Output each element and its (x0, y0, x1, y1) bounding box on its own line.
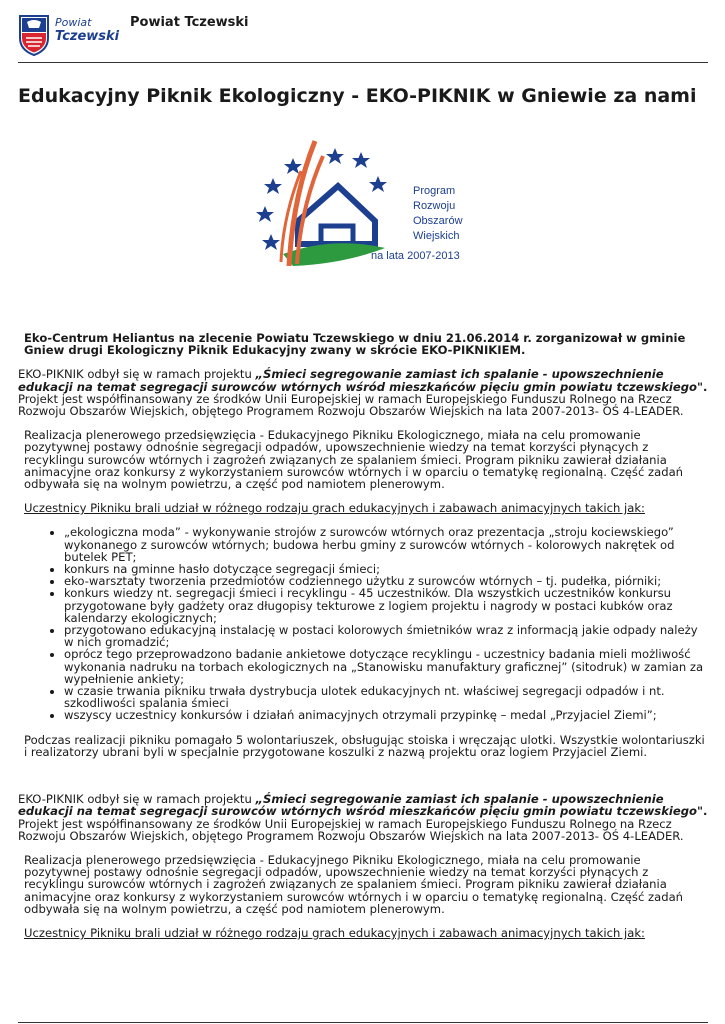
activities-list (18, 526, 708, 721)
site-name[interactable]: Powiat Tczewski (130, 15, 249, 30)
project-after: Projekt jest współfinansowany ze środków Unii Europejskiej w ramach Europejskiego Funduszu Rolnego na Rzecz Rozwoju Obszarów Wiejskich, objętego Programem Rozwoju Obszarów Wiejskich na lata 2007-2013- OŚ 4-LEADER. (18, 816, 684, 843)
project-name: „Śmieci segregowanie zamiast ich spalanie - upowszechnienie edukacji na temat segregacji surowców wtórnych wśród mieszkańców pięciu gmin powiatu tczewskiego (18, 367, 698, 394)
list-item: • eko-warsztaty tworzenia przedmiotów codziennego użytku z surowców wtórnych – tj. pudełka, piórniki; (64, 575, 708, 587)
page-title: Edukacyjny Piknik Ekologiczny - EKO-PIKNIK w Gniewie za nami (18, 85, 697, 107)
list-item: • wszyscy uczestnicy konkursów i działań animacyjnych otrzymali przypinkę – medal „Przyjaciel Ziemi”; (64, 709, 708, 721)
project-name: „Śmieci segregowanie zamiast ich spalanie - upowszechnienie edukacji na temat segregacji surowców wtórnych wśród mieszkańców pięciu gmin powiatu tczewskiego (18, 792, 698, 819)
project-before: EKO-PIKNIK odbył się w ramach projektu (18, 367, 256, 382)
powiat-tczewski-logo[interactable] (18, 14, 120, 58)
coat-of-arms-icon (18, 14, 50, 56)
realization-paragraph-repeat: Realizacja plenerowego przedsięwzięcia - Edukacyjnego Pikniku Ekologicznego, miała na celu promowanie pozytywnej postawy odnośnie segregacji odpadów, upowszechnienie wiedzy na temat korzyści płynących z recyklingu surowców wtórnych i zagrożeń związanych ze spalaniem śmieci. Program pikniku zawierał działania animacyjne oraz konkursy z wykorzystaniem surowców wtórnych i w oparciu o tematykę regionalną. Część zadań odbywała się na wolnym powietrzu, a część pod namiotem plenerowym. (24, 852, 684, 916)
list-item: • „ekologiczna moda” - wykonywanie strojów z surowców wtórnych oraz prezentacja „stroju kociewskiego” wykonanego z surowców wtórnych; budowa herbu gminy z surowców wtórnych - kolorowych nakrętek od butelek PET; (64, 526, 708, 563)
project-paragraph-repeat (18, 793, 708, 842)
logo-line-1: Powiat (55, 16, 92, 29)
program-line-4: Wiejskich (413, 230, 460, 242)
lead-paragraph: Eko-Centrum Heliantus na zlecenie Powiatu Tczewskiego w dniu 21.06.2014 r. zorganizował w gminie Gniew drugi Ekologiczny Piknik Edukacyjny zwany w skrócie EKO-PIKNIKIEM. (24, 331, 686, 358)
header-divider (18, 62, 708, 63)
program-line-2: Rozwoju (413, 200, 456, 212)
project-after: Projekt jest współfinansowany ze środków Unii Europejskiej w ramach Europejskiego Funduszu Rolnego na Rzecz Rozwoju Obszarów Wiejskich, objętego Programem Rozwoju Obszarów Wiejskich na lata 2007-2013- OŚ 4-LEADER. (18, 391, 684, 419)
realization-paragraph: Realizacja plenerowego przedsięwzięcia - Edukacyjnego Pikniku Ekologicznego, miała na celu promowanie pozytywnej postawy odnośnie segregacji odpadów, upowszechnienie wiedzy na temat korzyści płynących z recyklingu surowców wtórnych i zagrożeń związanych ze spalaniem śmieci. Program pikniku zawierał działania animacyjne oraz konkursy z wykorzystaniem surowców wtórnych i w oparciu o tematykę regionalną. Część zadań odbywała się na wolnym powietrzu, a część pod namiotem plenerowym. (24, 428, 684, 492)
project-before: EKO-PIKNIK odbył się w ramach projektu (18, 792, 256, 807)
volunteers-paragraph: Podczas realizacji pikniku pomagało 5 wolontariuszek, obsługując stoiska i wręczając ulotki. Wszystkie wolontariuszki i realizatorzy ubrani byli w specjalnie przygotowane koszulki z nazwą projektu oraz logiem Przyjaciel Ziemi. (24, 732, 705, 759)
section-spacer (18, 770, 708, 793)
list-item: • przygotowano edukacyjną instalację w postaci kolorowych śmietników wraz z informacją jakie odpady należy w nich gromadzić; (64, 624, 708, 648)
page-header (18, 12, 708, 62)
logo-line-2: Tczewski (55, 29, 120, 44)
list-item: • w czasie trwania pikniku trwała dystrybucja ulotek edukacyjnych nt. właściwej segregacji odpadów i nt. szkodliwości spalania śmieci (64, 685, 708, 709)
article-body (18, 332, 708, 951)
list-item: • oprócz tego przeprowadzono badanie ankietowe dotyczące recyklingu - uczestnicy badania mieli możliwość wykonania nadruku na torbach ekologicznych na „Stanowisku manufaktury graficznej” (sitodruk) w zamian za wypełnienie ankiety; (64, 648, 708, 685)
project-paragraph (18, 368, 708, 417)
participants-intro: Uczestnicy Pikniku brali udział w różnego rodzaju grach edukacyjnych i zabawach animacyjnych takich jak: (24, 501, 645, 516)
prow-logo-image (253, 136, 468, 276)
project-close: ". (697, 379, 708, 394)
footer-divider (18, 1022, 708, 1023)
program-line-3: Obszarów (413, 215, 463, 227)
list-item: • konkurs na gminne hasło dotyczące segregacji śmieci; (64, 563, 708, 575)
project-close: ". (697, 804, 708, 819)
list-item: • konkurs wiedzy nt. segregacji śmieci i recyklingu - 45 uczestników. Dla wszystkich uczestników konkursu przygotowane były gadżety oraz długopisy tekturowe z logiem projektu i nagrody w postaci kubków oraz kalendarzy ekologicznych; (64, 587, 708, 624)
prow-stars-house-icon (253, 136, 468, 276)
program-line-1: Program (413, 185, 456, 197)
participants-intro-repeat: Uczestnicy Pikniku brali udział w różnego rodzaju grach edukacyjnych i zabawach animacyjnych takich jak: (24, 925, 645, 940)
program-line-5: na lata 2007-2013 (371, 250, 460, 262)
